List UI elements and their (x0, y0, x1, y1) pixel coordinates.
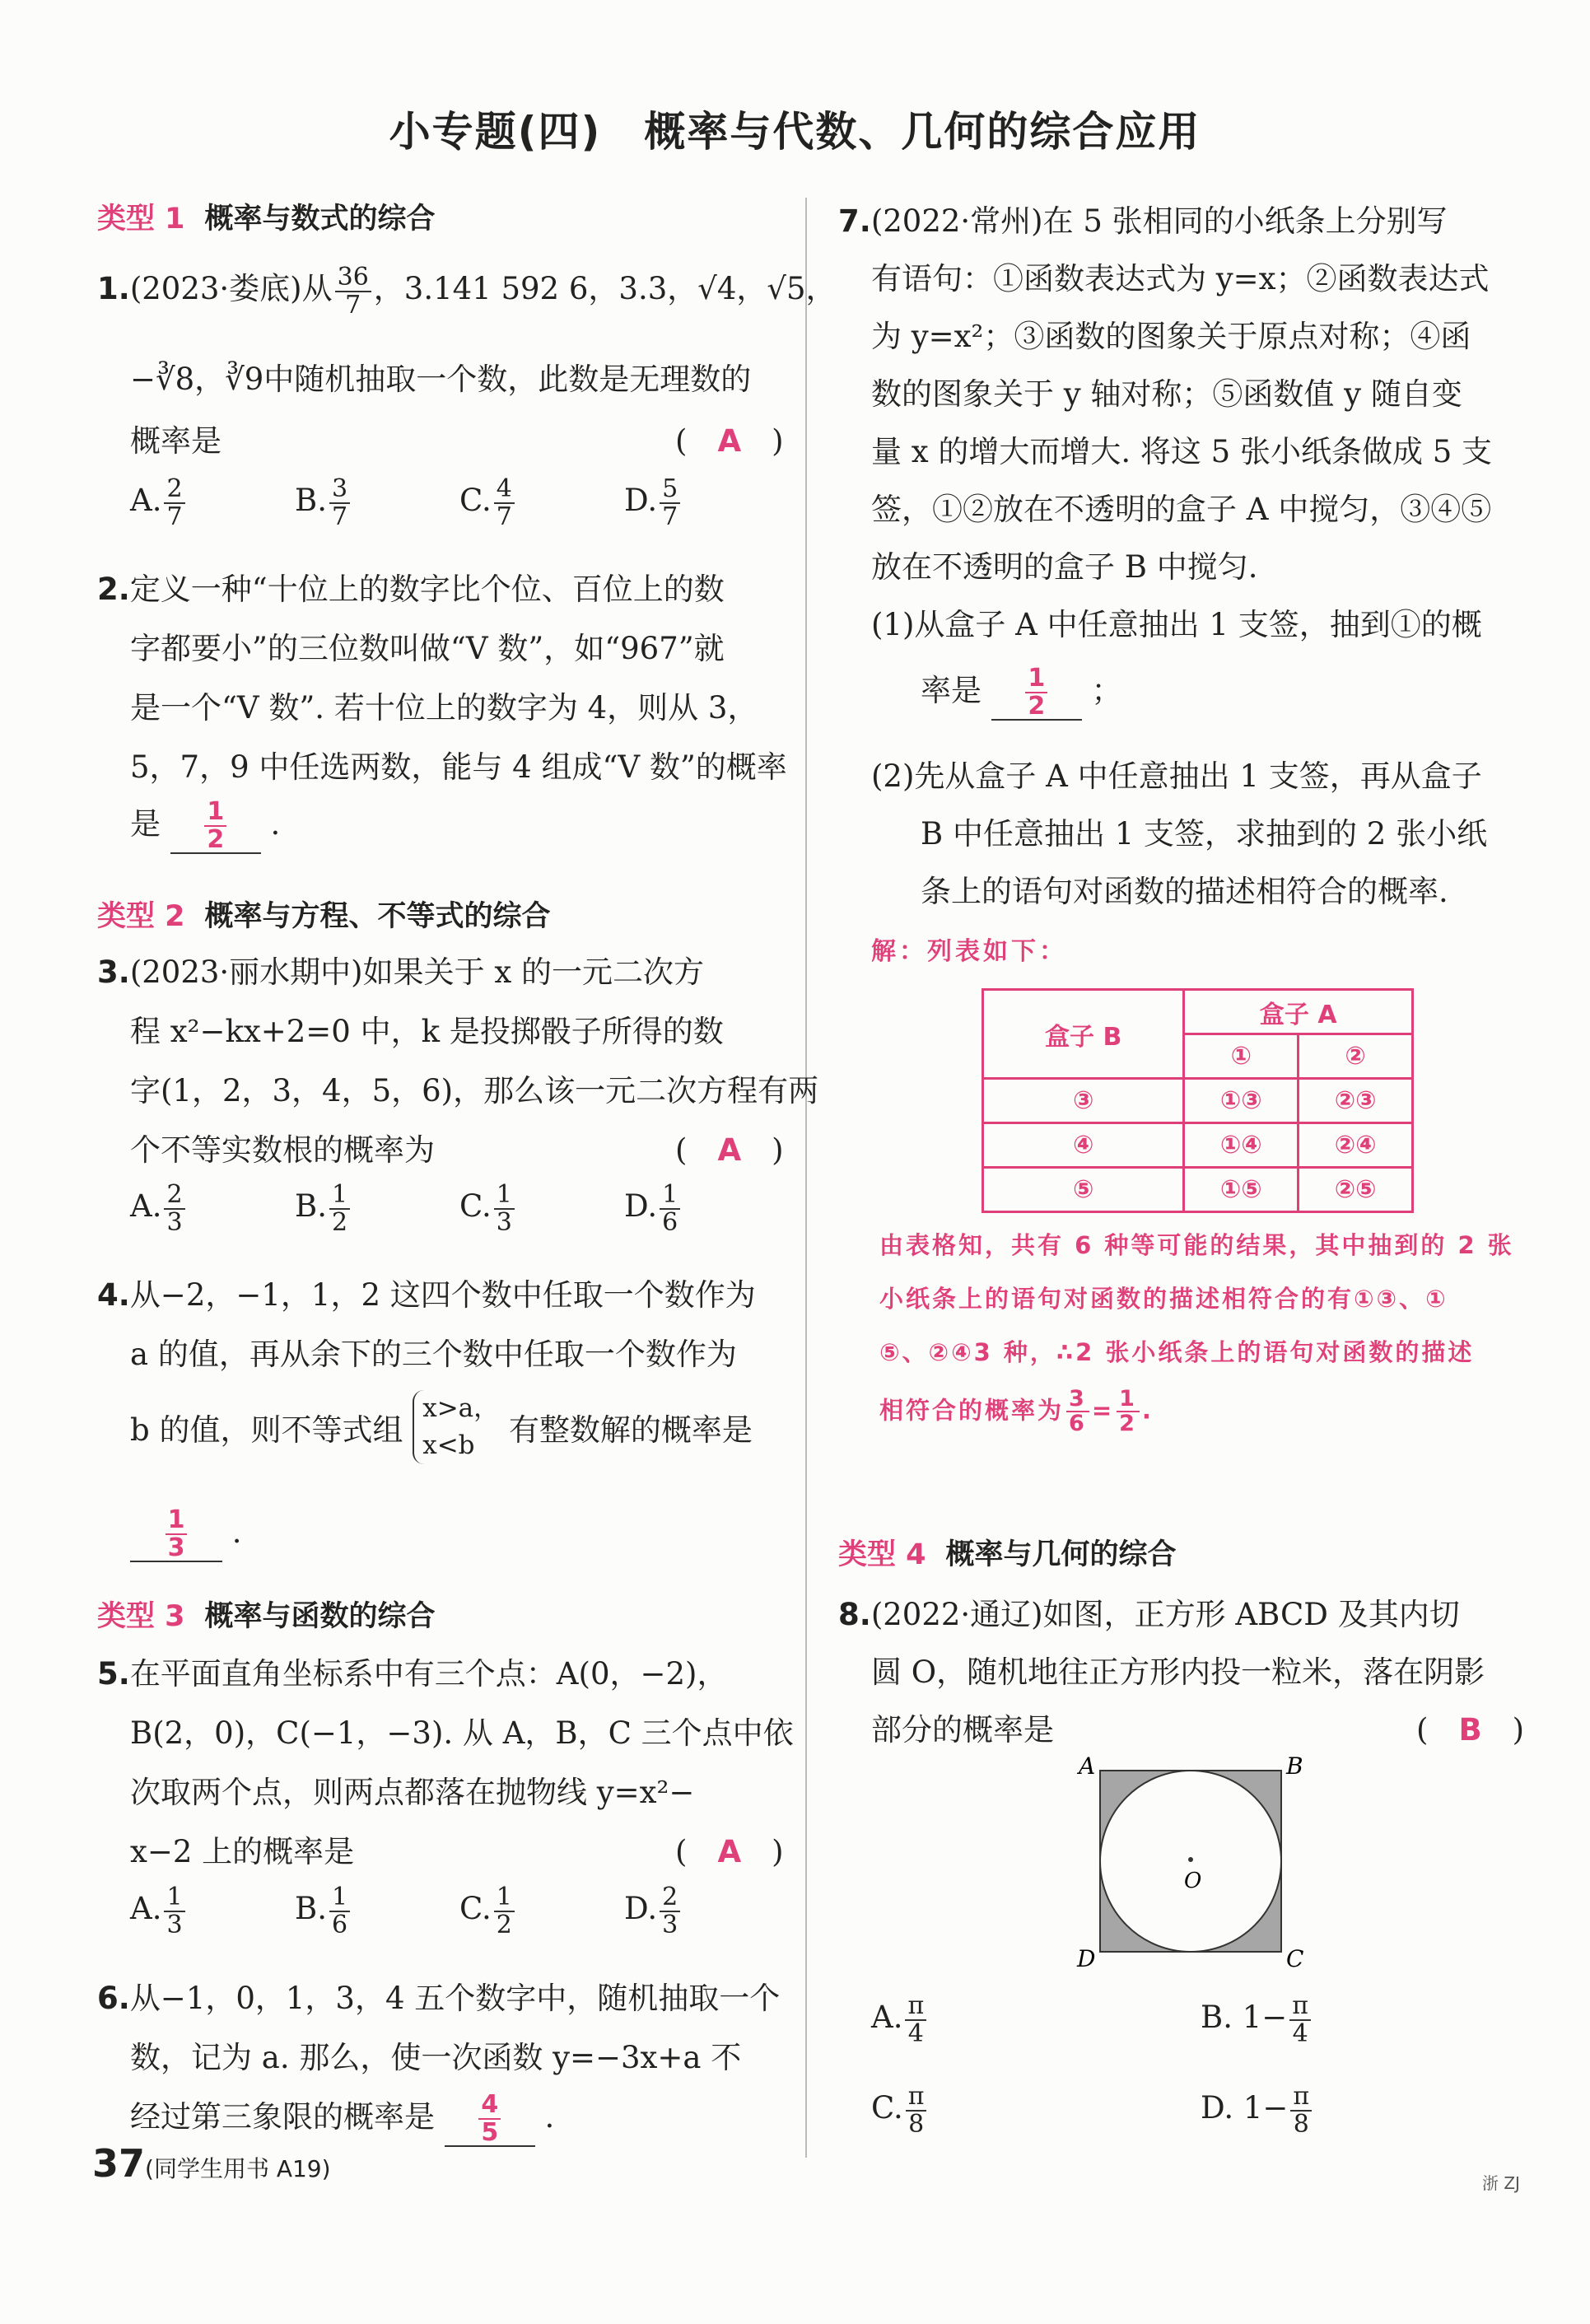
q7-part1-line-2: 率是 $\frac{1}{2}$ ； (921, 664, 1122, 721)
q6-line-1: 6.从−1，0，1，3，4 五个数字中，随机抽取一个 (97, 1981, 781, 2016)
q7-solution-line-4: 相符合的概率为 $\frac{3}{6}$ = $\frac{1}{2}$ . (879, 1386, 1154, 1437)
section-4-heading: 类型 4 概率与几何的综合 (838, 1538, 1177, 1571)
table-row: ③ ①③ ②③ (983, 1079, 1413, 1123)
q2-line-4: 5，7，9 中任选两数，能与 4 组成“V 数”的概率 (130, 749, 787, 785)
q8-line-2: 圆 O，随机地往正方形内投一粒米，落在阴影 (871, 1654, 1485, 1690)
q1-option-d: D. $\frac{5}{7}$ (624, 476, 683, 530)
q7-line-1: 7.(2022·常州)在 5 张相同的小纸条上分别写 (838, 203, 1448, 239)
q3-line-1: 3.(2023·丽水期中)如果关于 x 的一元二次方 (97, 954, 704, 990)
q4-line-1: 4.从−2，−1，1，2 这四个数中任取一个数作为 (97, 1277, 756, 1313)
q1-line-2: −∛8，∛9中随机抽取一个数，此数是无理数的 (130, 362, 752, 397)
section-name: 概率与数式的综合 (204, 203, 436, 236)
q3-option-c: C. $\frac{1}{3}$ (459, 1182, 517, 1235)
q7-answer-blank: $\frac{1}{2}$ (991, 665, 1082, 721)
q7-solution-heading: 解：列表如下： (871, 937, 1067, 966)
q3-line-3: 字(1，2，3，4，5，6)，那么该一元二次方程有两 (130, 1073, 819, 1108)
table-row: ⑤ ①⑤ ②⑤ (983, 1168, 1413, 1212)
q3-line-4: 个不等实数根的概率为 (130, 1132, 435, 1168)
label-c: C (1286, 1945, 1304, 1968)
q5-option-b: B. $\frac{1}{6}$ (295, 1884, 352, 1938)
q3-option-a: A. $\frac{2}{3}$ (130, 1182, 188, 1235)
q4-line-3: b 的值，则不等式组 x>a， x<b 有整数解的概率是 (130, 1390, 753, 1464)
page-number: 37 (92, 2141, 146, 2186)
q2-line-5: 是 $\frac{1}{2}$ . (130, 797, 281, 854)
q6-line-3: 经过第三象限的概率是 $\frac{4}{5}$ . (130, 2090, 555, 2147)
label-a: A (1079, 1754, 1096, 1780)
q3-option-d: D. $\frac{1}{6}$ (624, 1182, 683, 1235)
footer-note: (同学生用书 A19) (145, 2155, 331, 2182)
q2-answer-blank: $\frac{1}{2}$ (170, 799, 261, 854)
q1-line-3: 概率是 (130, 423, 221, 459)
q8-option-d: D. 1− $\frac{\pi}{8}$ (1201, 2084, 1314, 2137)
column-divider (805, 198, 807, 2158)
q4-line-4: $\frac{1}{3}$ . (130, 1507, 242, 1562)
edition-code: 浙 ZJ (1482, 2173, 1520, 2193)
q5-line-2: B(2，0)，C(−1，−3). 从 A，B，C 三个点中依 (130, 1715, 794, 1751)
q7-line-4: 数的图象关于 y 轴对称；⑤函数值 y 随自变 (871, 376, 1462, 412)
q2-line-3: 是一个“V 数”. 若十位上的数字为 4，则从 3， (130, 690, 758, 726)
section-3-heading: 类型 3 概率与函数的综合 (97, 1600, 436, 1633)
q7-part2-line-1: (2)先从盒子 A 中任意抽出 1 支签，再从盒子 (871, 758, 1482, 794)
q4-line-2: a 的值，再从余下的三个数中任取一个数作为 (130, 1337, 737, 1372)
table-col: ① (1184, 1034, 1299, 1079)
inequality-system: x>a， x<b (413, 1390, 499, 1464)
q7-line-7: 放在不透明的盒子 B 中搅匀. (871, 549, 1258, 585)
square-incircle-figure (1070, 1754, 1317, 1968)
q5-line-1: 5.在平面直角坐标系中有三个点：A(0，−2)， (97, 1656, 728, 1692)
q7-line-6: 签，①②放在不透明的盒子 A 中搅匀，③④⑤ (871, 492, 1492, 527)
q8-line-3: 部分的概率是 (871, 1712, 1054, 1748)
section-tag: 类型 1 (97, 203, 185, 236)
q7-solution-line-3: ⑤、②④3 种，∴2 张小纸条上的语句对函数的描述 (879, 1338, 1475, 1366)
page-footer (92, 2141, 331, 2186)
q7-solution-table (982, 988, 1414, 1213)
table-corner: 盒子 B (983, 990, 1184, 1079)
fraction: $\frac{36}{7}$ (335, 264, 371, 318)
q1-option-b: B. $\frac{3}{7}$ (295, 476, 352, 530)
q2-line-1: 2.定义一种“十位上的数字比个位、百位上的数 (97, 572, 725, 607)
q5-option-d: D. $\frac{2}{3}$ (624, 1884, 683, 1938)
q8-option-b: B. 1− $\frac{\pi}{4}$ (1201, 1993, 1313, 2046)
q6-line-2: 数，记为 a. 那么，使一次函数 y=−3x+a 不 (130, 2040, 742, 2075)
q4-answer-blank: $\frac{1}{3}$ (130, 1507, 222, 1562)
q1-option-a: A. $\frac{2}{7}$ (130, 476, 188, 530)
q3-option-b: B. $\frac{1}{2}$ (295, 1182, 352, 1235)
q8-option-c: C. $\frac{\pi}{8}$ (871, 2084, 929, 2137)
table-header: 盒子 A (1184, 990, 1413, 1034)
label-d: D (1077, 1945, 1096, 1968)
q1-answer: ( A ) (675, 423, 784, 459)
q7-solution-line-2: 小纸条上的语句对函数的描述相符合的有①③、① (879, 1285, 1448, 1313)
q3-answer: ( A ) (675, 1132, 784, 1168)
q7-part2-line-3: 条上的语句对函数的描述相符合的概率. (921, 874, 1448, 909)
table-col: ② (1299, 1034, 1413, 1079)
q8-answer: ( B ) (1416, 1712, 1525, 1748)
q1-option-c: C. $\frac{4}{7}$ (459, 476, 517, 530)
q5-answer: ( A ) (675, 1834, 784, 1869)
q3-line-2: 程 x²−kx+2=0 中，k 是投掷骰子所得的数 (130, 1014, 724, 1049)
section-1-heading (97, 196, 436, 237)
label-b: B (1286, 1754, 1303, 1780)
q7-part1-line-1: (1)从盒子 A 中任意抽出 1 支签，抽到①的概 (871, 607, 1482, 642)
table-row: ④ ①④ ②④ (983, 1123, 1413, 1168)
q2-line-2: 字都要小”的三位数叫做“V 数”，如“967”就 (130, 631, 725, 666)
label-o: O (1184, 1869, 1202, 1893)
q8-option-a: A. $\frac{\pi}{4}$ (871, 1993, 929, 2046)
q7-line-3: 为 y=x²；③函数的图象关于原点对称；④函 (871, 319, 1471, 354)
center-point (1188, 1857, 1193, 1862)
q5-line-3: 次取两个点，则两点都落在抛物线 y=x²− (130, 1775, 695, 1810)
q1-line-1: 1.(2023·娄底)从 $\frac{36}{7}$ ，3.141 592 6，3.3，√4，√5， (97, 263, 837, 320)
q5-option-a: A. $\frac{1}{3}$ (130, 1884, 188, 1938)
q5-line-4: x−2 上的概率是 (130, 1834, 355, 1869)
q7-line-2: 有语句：①函数表达式为 y=x；②函数表达式 (871, 261, 1490, 296)
section-2-heading: 类型 2 概率与方程、不等式的综合 (97, 900, 551, 933)
q7-part2-line-2: B 中任意抽出 1 支签，求抽到的 2 张小纸 (921, 816, 1488, 852)
q8-line-1: 8.(2022·通辽)如图，正方形 ABCD 及其内切 (838, 1597, 1460, 1632)
q5-option-c: C. $\frac{1}{2}$ (459, 1884, 517, 1938)
q6-answer-blank: $\frac{4}{5}$ (445, 2092, 535, 2147)
q7-line-5: 量 x 的增大而增大. 将这 5 张小纸条做成 5 支 (871, 434, 1493, 469)
q7-solution-line-1: 由表格知，共有 6 种等可能的结果，其中抽到的 2 张 (879, 1231, 1514, 1259)
page-title: 小专题(四) 概率与代数、几何的综合应用 (389, 108, 1201, 156)
